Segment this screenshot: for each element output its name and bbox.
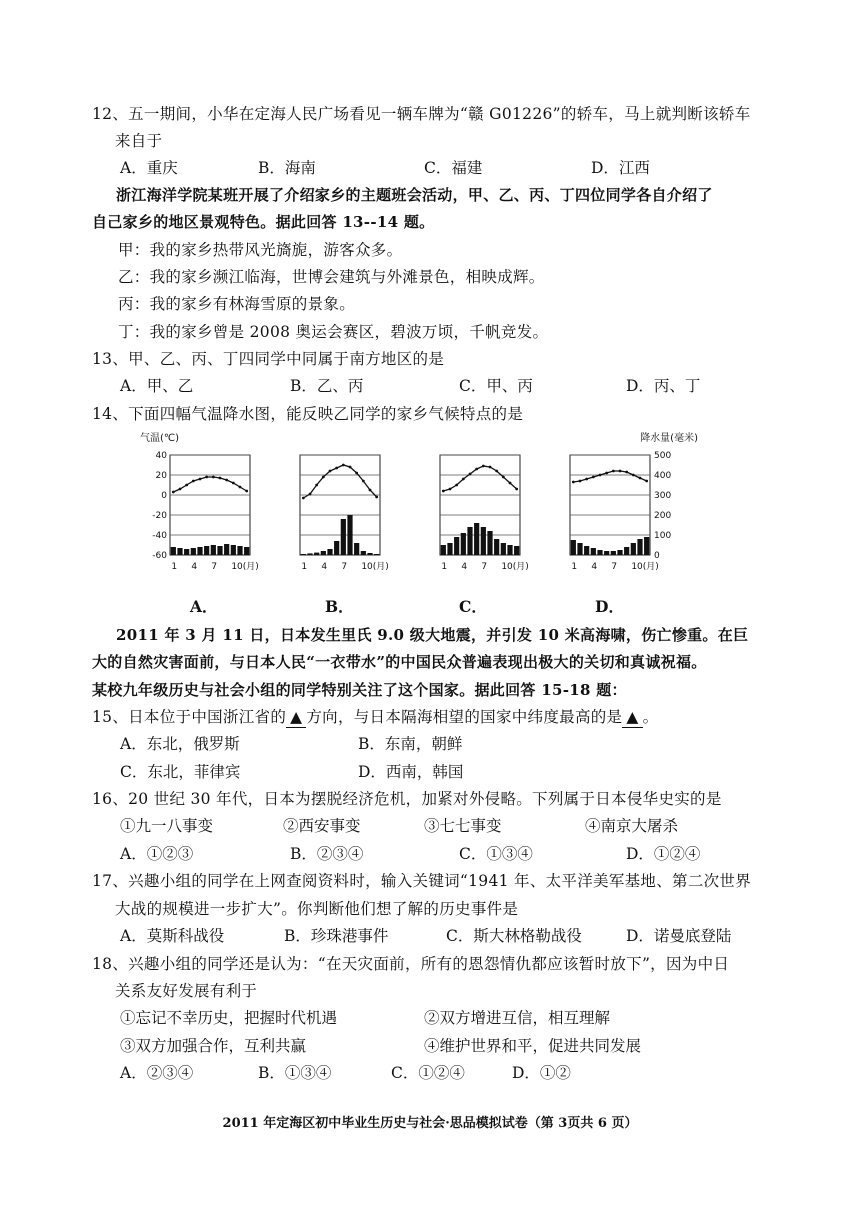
temperature-point-4 [192,480,195,483]
temperature-point-5 [469,473,472,476]
q17-stem-line1: 17、兴趣小组的同学在上网查阅资料时，输入关键词“1941 年、太平洋美军基地、第二次世界 [92,872,752,890]
y2-tick-label: 100 [654,531,672,541]
precip-bar-3 [454,537,459,555]
precip-bar-10 [631,543,636,555]
x-tick-label: 1 [171,562,178,572]
temperature-point-10 [502,476,505,479]
temperature-point-3 [585,478,588,481]
temperature-point-2 [579,480,582,483]
temperature-point-12 [375,496,378,499]
temperature-point-1 [572,481,575,484]
y2-axis-label: 降水量(毫米) [640,433,698,444]
q17-stem-line2: 大战的规模进一步扩大”。你判断他们想了解的历史事件是 [115,900,519,918]
precip-bar-4 [591,548,596,555]
q12-option-c: C．福建 [424,159,483,177]
y-tick-label: 40 [155,451,167,461]
q12-stem-line2: 来自于 [115,132,163,150]
precip-bar-8 [217,546,222,555]
temperature-point-4 [322,476,325,479]
x-tick-label: 7 [211,562,218,572]
precip-bar-9 [224,544,229,555]
precip-bar-2 [177,548,182,555]
precip-bar-8 [617,550,622,555]
precip-bar-11 [237,546,242,555]
temperature-point-5 [199,478,202,481]
q16-item-2: ②西安事变 [283,817,361,835]
q18-item-2: ②双方增进互信，相互理解 [424,1009,611,1027]
temperature-point-3 [455,484,458,487]
temperature-point-4 [592,476,595,479]
y-tick-label: -40 [152,531,167,541]
q13-option-c: C．甲、丙 [459,377,533,395]
intro13-line2: 自己家乡的地区景观特色。据此回答 13--14 题。 [92,213,435,231]
precip-bar-5 [327,549,332,555]
y2-tick-label: 300 [654,491,672,501]
temperature-point-7 [612,470,615,473]
precip-bar-7 [211,545,216,555]
temperature-point-8 [489,466,492,469]
q18-option-c: C．①②④ [391,1064,465,1082]
climate-chart-c [420,430,530,580]
chart-label-a: A． [190,597,218,616]
q18-option-a: A．②③④ [120,1064,194,1082]
q13-option-d: D．丙、丁 [626,377,701,395]
temperature-point-4 [462,478,465,481]
precip-bar-12 [374,554,379,555]
precip-bar-6 [604,551,609,555]
y2-tick-label: 200 [654,511,672,521]
q13-option-b: B．乙、丙 [290,377,364,395]
temperature-point-5 [599,474,602,477]
precip-bar-12 [514,546,519,555]
q15-stem-part3: 。 [642,708,659,726]
precip-bar-7 [611,551,616,555]
x-tick-label: 10(月) [631,562,659,572]
x-tick-label: 10(月) [231,562,259,572]
precip-bar-6 [474,523,479,555]
precip-bar-8 [347,515,352,555]
precip-bar-3 [314,553,319,555]
q17-option-c: C．斯大林格勒战役 [446,927,582,945]
temperature-point-9 [355,472,358,475]
temperature-point-1 [172,491,175,494]
climate-chart-d [550,430,700,580]
temperature-point-11 [239,486,242,489]
y2-tick-label: 0 [654,551,660,561]
q18-option-b: B．①③④ [258,1064,332,1082]
precip-bar-1 [171,547,176,555]
temperature-point-11 [509,482,512,485]
x-tick-label: 10(月) [361,562,389,572]
temperature-point-2 [449,488,452,491]
temperature-point-7 [342,464,345,467]
temperature-point-11 [369,489,372,492]
precip-bar-9 [624,547,629,555]
precip-bar-8 [487,531,492,555]
climate-chart-b [280,430,390,580]
q18-item-1: ①忘记不幸历史，把握时代机遇 [120,1009,338,1027]
q17-option-d: D．诺曼底登陆 [626,927,732,945]
temperature-point-8 [219,477,222,480]
precip-bar-11 [367,553,372,555]
q15-option-d: D．西南，韩国 [358,763,464,781]
x-tick-label: 4 [591,562,598,572]
plot-frame [440,455,520,555]
page-footer: 2011 年定海区初中毕业生历史与社会·思品模拟试卷（第 3页共 6 页） [222,1116,638,1131]
q15-option-b: B．东南，朝鲜 [358,735,463,753]
intro13-statement-jia: 甲：我的家乡热带风光旖旎，游客众多。 [118,241,403,259]
intro13-statement-yi: 乙：我的家乡濒江临海，世博会建筑与外滩景色，相映成辉。 [118,268,545,286]
q16-item-4: ④南京大屠杀 [585,817,679,835]
y-axis-label: 气温(℃) [140,433,180,444]
precip-bar-10 [231,545,236,555]
temperature-point-10 [632,474,635,477]
temperature-point-7 [482,465,485,468]
y-tick-label: 0 [161,491,167,501]
temperature-point-2 [179,488,182,491]
temperature-point-12 [645,480,648,483]
precip-bar-1 [301,554,306,555]
temperature-point-12 [515,488,518,491]
intro15-line3: 某校九年级历史与社会小组的同学特别关注了这个国家。据此回答 15-18 题： [92,681,627,699]
temperature-point-12 [245,490,248,493]
temperature-line [573,471,646,482]
temperature-point-6 [605,472,608,475]
q16-item-1: ①九一八事变 [120,817,214,835]
q18-stem-line1: 18、兴趣小组的同学还是认为：“在天灾面前，所有的恩怨情仇都应该暂时放下”，因为中日 [92,955,730,973]
q13-stem: 13、甲、乙、丙、丁四同学中同属于南方地区的是 [92,350,445,368]
q18-item-3: ③双方加强合作，互利共赢 [120,1037,307,1055]
plot-frame [300,455,380,555]
precip-bar-6 [204,546,209,555]
q16-option-d: D．①②④ [626,845,701,863]
q17-option-b: B．珍珠港事件 [284,927,389,945]
x-tick-label: 4 [321,562,328,572]
q16-option-c: C．①③④ [459,845,533,863]
precip-bar-3 [184,549,189,555]
x-tick-label: 7 [341,562,348,572]
precip-bar-9 [494,539,499,555]
q15-option-c: C．东北，菲律宾 [120,763,241,781]
precip-bar-12 [244,547,249,555]
chart-label-b: B． [325,597,354,616]
q15-stem-part1: 15、日本位于中国浙江省的 [92,708,287,726]
x-tick-label: 1 [571,562,578,572]
intro13-line1: 浙江海洋学院某班开展了介绍家乡的主题班会活动，甲、乙、丙、丁四位同学各自介绍了 [116,186,713,204]
precip-bar-6 [334,541,339,555]
precip-bar-2 [447,543,452,555]
precip-bar-7 [341,519,346,555]
q17-option-a: A．莫斯科战役 [120,927,225,945]
x-tick-label: 4 [461,562,468,572]
temperature-point-10 [232,482,235,485]
precip-bar-1 [571,540,576,555]
temperature-point-9 [625,471,628,474]
temperature-point-1 [302,497,305,500]
q12-stem-line1: 12、五一期间，小华在定海人民广场看见一辆车牌为“赣 G01226”的轿车，马上就判断该轿车 [92,105,751,123]
precip-bar-11 [507,545,512,555]
q16-item-3: ③七七事变 [424,817,502,835]
precip-bar-1 [441,545,446,555]
temperature-point-3 [315,484,318,487]
temperature-point-10 [362,480,365,483]
climate-charts [140,430,700,580]
precip-bar-5 [597,550,602,555]
q12-option-a: A．重庆 [120,159,178,177]
precip-bar-4 [191,548,196,555]
y-tick-label: -20 [152,511,167,521]
q15-blank-1: ▲ [286,707,306,728]
precip-bar-2 [307,553,312,555]
temperature-point-8 [349,466,352,469]
climate-chart-a [140,430,260,580]
q12-option-b: B．海南 [258,159,316,177]
precip-bar-12 [644,537,649,555]
precip-bar-10 [501,543,506,555]
precip-bar-2 [577,543,582,555]
x-tick-label: 1 [301,562,308,572]
temperature-line [303,465,376,498]
precip-bar-11 [637,539,642,555]
intro15-line1: 2011 年 3 月 11 日，日本发生里氏 9.0 级大地震，并引发 10 米高海啸，伤亡惨重。在巨 [116,626,749,644]
temperature-point-1 [442,490,445,493]
precip-bar-3 [584,546,589,555]
temperature-point-6 [335,467,338,470]
q15-stem-part2: 方向，与日本隔海相望的国家中纬度最高的是 [306,708,623,726]
precip-bar-5 [467,527,472,555]
q16-stem: 16、20 世纪 30 年代，日本为摆脱经济危机，加紧对外侵略。下列属于日本侵华史实的是 [92,790,722,808]
x-tick-label: 4 [191,562,198,572]
q14-stem: 14、下面四幅气温降水图，能反映乙同学的家乡气候特点的是 [92,405,524,423]
temperature-point-2 [309,493,312,496]
precip-bar-4 [461,533,466,555]
q18-option-d: D．①② [512,1064,571,1082]
precip-bar-9 [354,543,359,555]
precip-bar-4 [321,551,326,555]
temperature-point-7 [212,476,215,479]
y-tick-label: 20 [155,471,167,481]
plot-frame [170,455,250,555]
intro13-statement-bing: 丙：我的家乡有林海雪原的景象。 [118,295,356,313]
precip-bar-5 [197,547,202,555]
intro13-statement-ding: 丁：我的家乡曾是 2008 奥运会赛区，碧波万顷，千帆竞发。 [118,323,549,341]
temperature-point-6 [205,476,208,479]
y-tick-label: -60 [152,551,167,561]
x-tick-label: 10(月) [501,562,529,572]
x-tick-label: 7 [611,562,618,572]
precip-bar-7 [481,527,486,555]
temperature-point-9 [495,470,498,473]
x-tick-label: 1 [441,562,448,572]
q13-option-a: A．甲、乙 [120,377,194,395]
q15-stem [92,707,658,728]
y2-tick-label: 500 [654,451,672,461]
temperature-point-11 [639,477,642,480]
q18-stem-line2: 关系友好发展有利于 [115,982,258,1000]
q18-item-4: ④维护世界和平，促进共同发展 [424,1037,642,1055]
y2-tick-label: 400 [654,471,672,481]
temperature-line [443,466,516,491]
temperature-line [173,477,246,492]
temperature-point-9 [225,479,228,482]
chart-label-d: D． [595,597,624,616]
temperature-point-8 [619,470,622,473]
temperature-point-5 [329,470,332,473]
chart-label-c: C． [459,597,487,616]
q16-option-b: B．②③④ [290,845,364,863]
q15-option-a: A．东北，俄罗斯 [120,735,240,753]
temperature-point-6 [475,468,478,471]
precip-bar-10 [361,551,366,555]
x-tick-label: 7 [481,562,488,572]
q16-option-a: A．①②③ [120,845,194,863]
temperature-point-3 [185,484,188,487]
intro15-line2: 大的自然灾害面前，与日本人民“一衣带水”的中国民众普遍表现出极大的关切和真诚祝福。 [92,653,707,671]
q15-blank-2: ▲ [622,707,642,728]
q12-option-d: D．江西 [591,159,650,177]
